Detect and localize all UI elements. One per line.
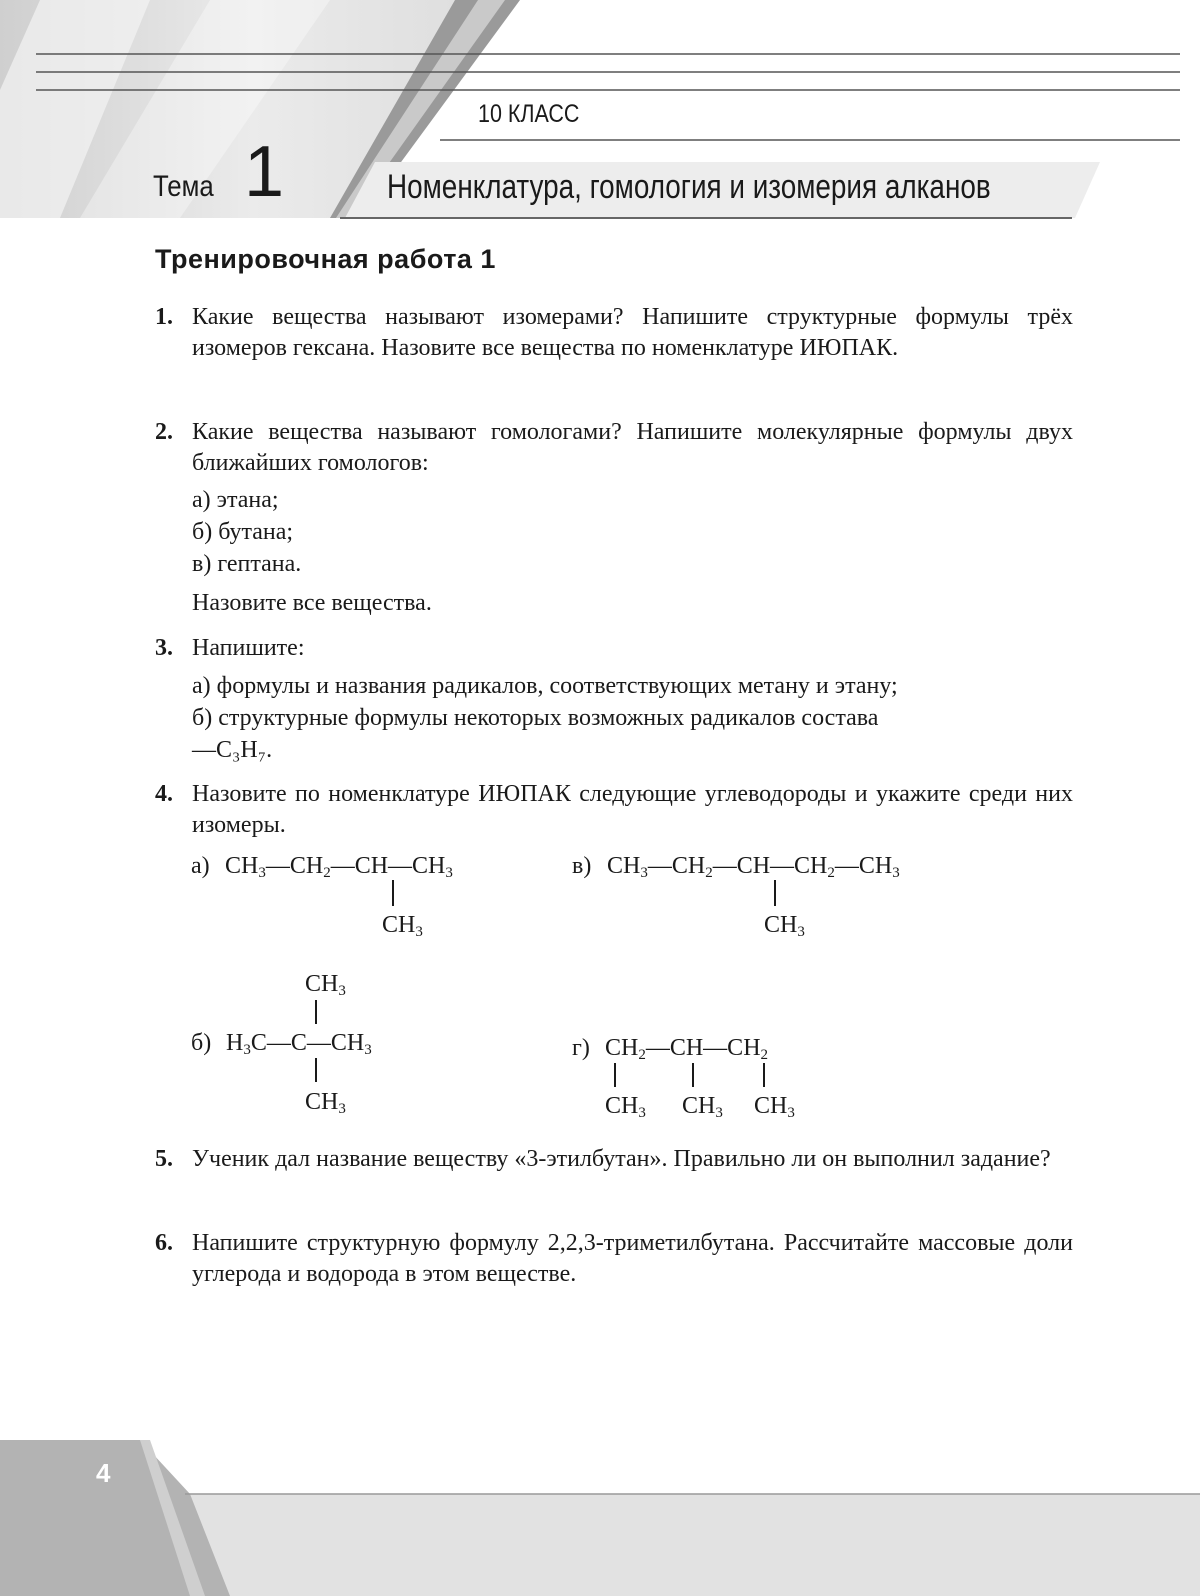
question-text: Какие вещества называют гомологами? Напишите молекулярные формулы двух ближайших гомологов: xyxy=(192,419,1073,476)
formula-b-top: $CH_3$ xyxy=(305,971,346,999)
question-4 xyxy=(155,779,1073,841)
bond-line xyxy=(763,1063,765,1087)
formula-g-branch: $CH_3$ xyxy=(754,1093,795,1121)
formula-label-v: в) xyxy=(572,853,592,879)
list-item: а) этана; xyxy=(192,487,279,513)
formula-b-bottom: $CH_3$ xyxy=(305,1089,346,1117)
formula-g-branch: $CH_3$ xyxy=(682,1093,723,1121)
question-text: Напишите: xyxy=(192,635,305,661)
question-text: Какие вещества называют изомерами? Напишите структурные формулы трёх изомеров гексана. Назовите все вещества по номенклатуре ИЮПАК. xyxy=(192,304,1073,361)
page-number: 4 xyxy=(96,1458,111,1488)
bond-line xyxy=(614,1063,616,1087)
list-item: а) формулы и названия радикалов, соответствующих метану и этану; xyxy=(192,673,898,699)
question-1 xyxy=(155,302,1073,364)
formula-g-branch: $CH_3$ xyxy=(605,1093,646,1121)
question-number: 2. xyxy=(155,419,173,445)
question-number: 3. xyxy=(155,635,173,661)
formula-label-g: г) xyxy=(572,1035,590,1061)
question-text: Назовите по номенклатуре ИЮПАК следующие углеводороды и укажите среди них изомеры. xyxy=(192,781,1073,838)
question-number: 5. xyxy=(155,1146,173,1172)
formula-label-a: а) xyxy=(191,853,210,879)
formula-v-main: $CH_3—CH_2—CH—CH_2—CH_3$ xyxy=(607,853,900,881)
question-number: 1. xyxy=(155,304,173,330)
topic-word: Тема xyxy=(153,170,214,203)
radical-formula: —C₃H₇. xyxy=(192,737,273,763)
question-text: Ученик дал название веществу «3-этилбутан». Правильно ли он выполнил задание? xyxy=(192,1146,1051,1172)
question-text: Напишите структурную формулу 2,2,3-триметилбутана. Рассчитайте массовые доли углерода и водорода в этом веществе. xyxy=(192,1230,1073,1287)
bond-line xyxy=(392,880,394,906)
question-5 xyxy=(155,1144,1073,1175)
question-note: Назовите все вещества. xyxy=(192,590,432,616)
topic-title: Номенклатура, гомология и изомерия алканов xyxy=(387,168,991,206)
footer-decoration xyxy=(0,1440,1200,1596)
question-2 xyxy=(155,417,1073,479)
formula-label-b: б) xyxy=(191,1030,212,1056)
topic-number: 1 xyxy=(244,132,285,212)
bond-line xyxy=(774,880,776,906)
grade-label: 10 КЛАСС xyxy=(478,100,580,128)
question-3 xyxy=(155,633,1073,664)
list-item: б) бутана; xyxy=(192,519,294,545)
bond-line xyxy=(315,1000,317,1024)
list-item: в) гептана. xyxy=(192,551,302,577)
question-6 xyxy=(155,1228,1073,1290)
work-title: Тренировочная работа 1 xyxy=(155,244,496,274)
formula-a-branch: $CH_3$ xyxy=(382,912,423,940)
formula-a-main: $CH_3—CH_2—CH—CH_3$ xyxy=(225,853,453,881)
formula-b-main: $H_3C—C—CH_3$ xyxy=(226,1030,372,1058)
formula-g-main: $CH_2—CH—CH_2$ xyxy=(605,1035,769,1063)
formula-v-branch: $CH_3$ xyxy=(764,912,805,940)
question-number: 6. xyxy=(155,1230,173,1256)
list-item: б) структурные формулы некоторых возможных радикалов состава xyxy=(192,705,879,731)
question-number: 4. xyxy=(155,781,173,807)
bond-line xyxy=(315,1058,317,1082)
bond-line xyxy=(692,1063,694,1087)
